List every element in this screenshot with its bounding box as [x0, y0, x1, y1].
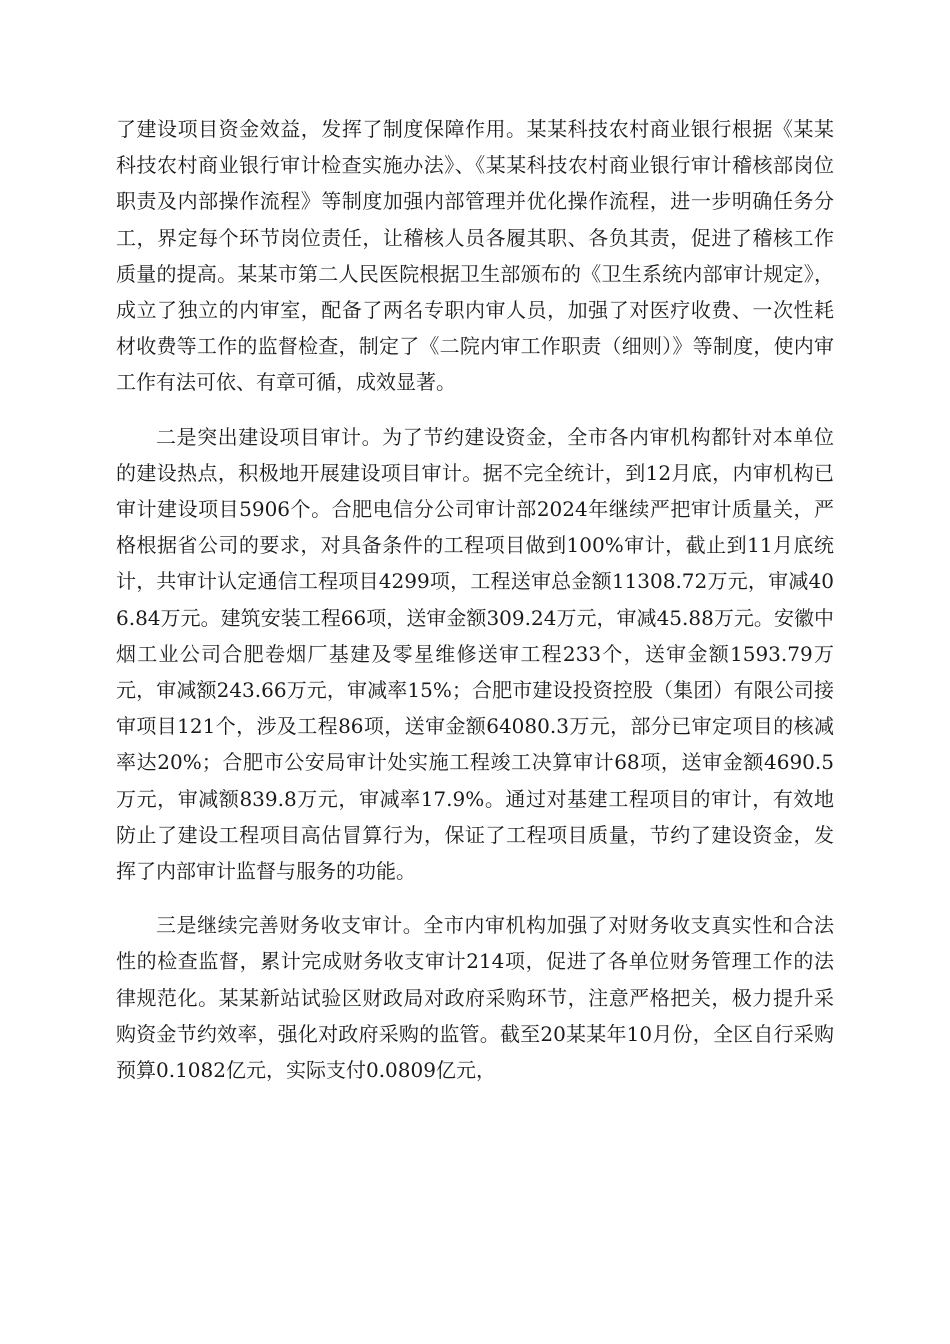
paragraph-3: 三是继续完善财务收支审计。全市内审机构加强了对财务收支真实性和合法性的检查监督，累计完成财务收支审计214项，促进了各单位财务管理工作的法律规范化。某某新站试验区财政局对政府采购环节，注意严格把关，极力提升采购资金节约效率，强化对政府采购的监管。截至20某某年10月份，全区自行采购预算0.1082亿元，实际支付0.0809亿元，	[116, 913, 834, 1083]
paragraph-2: 二是突出建设项目审计。为了节约建设资金，全市各内审机构都针对本单位的建设热点，积极地开展建设项目审计。据不完全统计，到12月底，内审机构已审计建设项目5906个。合肥电信分公司审计部2024年继续严把审计质量关，严格根据省公司的要求，对具备条件的工程项目做到100%审计，截止到11月底统计，共审计认定通信工程项目4299项，工程送审总金额11308.72万元，审减406.84万元。建筑安装工程66项，送审金额309.24万元，审减45.88万元。安徽中烟工业公司合肥卷烟厂基建及零星维修送审工程233个，送审金额1593.79万元，审减额243.66万元，审减率15%；合肥市建设投资控股（集团）有限公司接审项目121个，涉及工程86项，送审金额64080.3万元，部分已审定项目的核减率达20%；合肥市公安局审计处实施工程竣工决算审计68项，送审金额4690.5万元，审减额839.8万元，审减率17.9%。通过对基建工程项目的审计，有效地防止了建设工程项目高估冒算行为，保证了工程项目质量，节约了建设资金，发挥了内部审计监督与服务的功能。	[116, 424, 834, 884]
document-body	[116, 111, 834, 1088]
paragraph-1: 了建设项目资金效益，发挥了制度保障作用。某某科技农村商业银行根据《某某科技农村商业银行审计检查实施办法》、《某某科技农村商业银行审计稽核部岗位职责及内部操作流程》等制度加强内部管理并优化操作流程，进一步明确任务分工，界定每个环节岗位责任，让稽核人员各履其职、各负其责，促进了稽核工作质量的提高。某某市第二人民医院根据卫生部颁布的《卫生系统内部审计规定》，成立了独立的内审室，配备了两名专职内审人员，加强了对医疗收费、一次性耗材收费等工作的监督检查，制定了《二院内审工作职责（细则）》等制度，使内审工作有法可依、有章可循，成效显著。	[116, 117, 834, 395]
paragraph-gap	[116, 401, 834, 419]
paragraph-gap	[116, 889, 834, 907]
